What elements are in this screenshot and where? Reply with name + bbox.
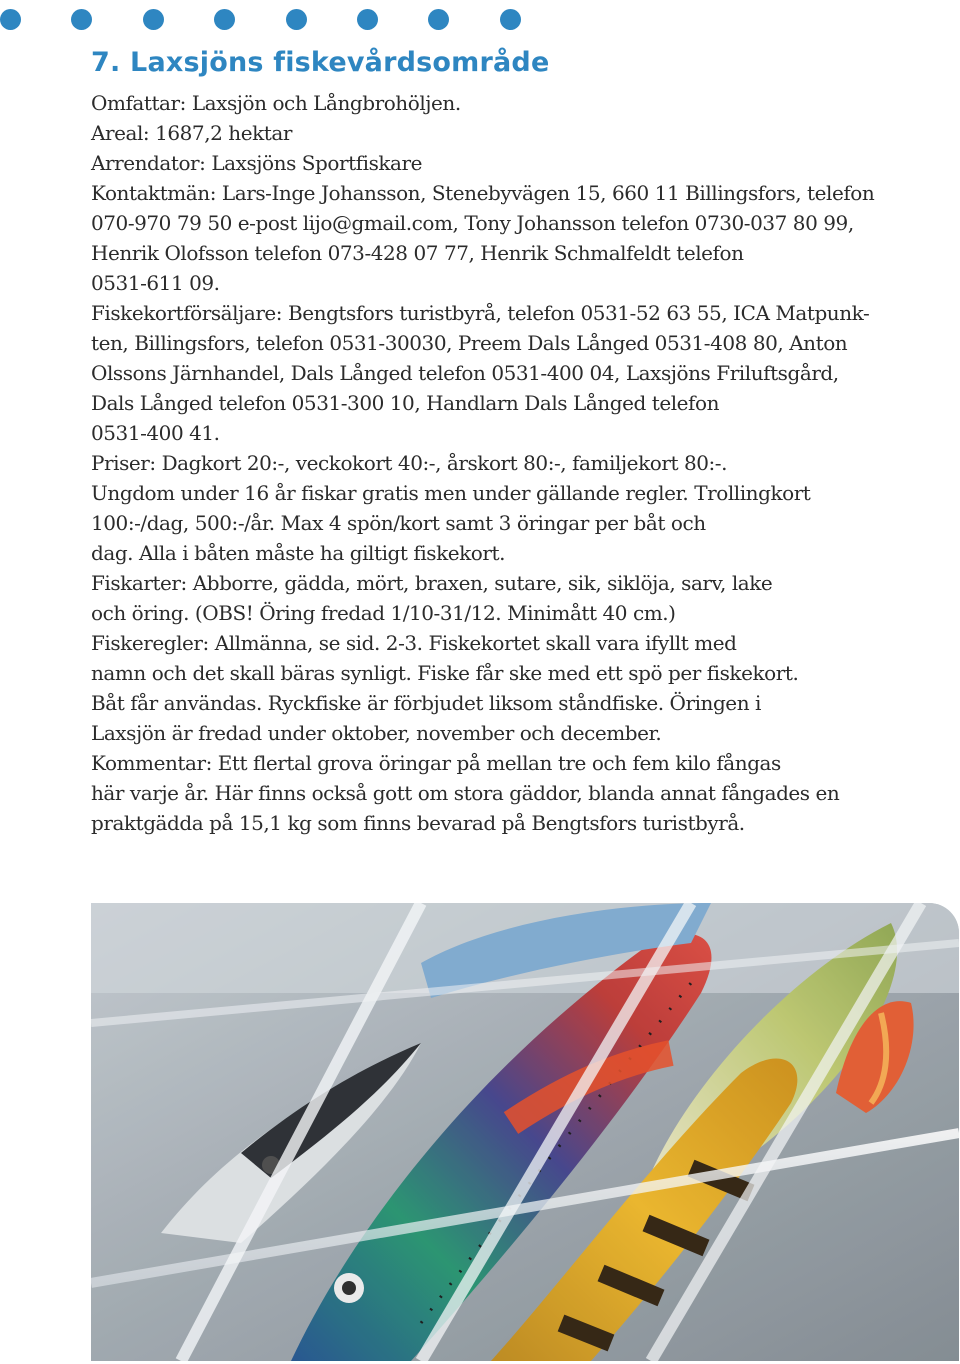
section-body (91, 88, 957, 838)
text-line: ten, Billingsfors, telefon 0531-30030, Preem Dals Långed 0531-408 80, Anton (91, 331, 848, 355)
text-line: Fiskekortförsäljare: Bengtsfors turistbyrå, telefon 0531-52 63 55, ICA Matpunk- (91, 301, 870, 325)
photo-fishing-lures-in-tackle-box (91, 903, 959, 1361)
section-title: 7. Laxsjöns fiskevårdsområde (91, 47, 550, 78)
text-line: Priser: Dagkort 20:-, veckokort 40:-, årskort 80:-, familjekort 80:-. (91, 451, 727, 475)
decorative-dot (286, 9, 307, 30)
decorative-dot (214, 9, 235, 30)
text-line: Båt får användas. Ryckfiske är förbjudet liksom ståndfiske. Öringen i (91, 691, 761, 715)
text-line: Fiskarter: Abborre, gädda, mört, braxen, sutare, sik, siklöja, sarv, lake (91, 571, 773, 595)
text-line: här varje år. Här finns också gott om stora gäddor, blanda annat fångades en (91, 781, 840, 805)
text-line: dag. Alla i båten måste ha giltigt fiskekort. (91, 541, 506, 565)
text-line: och öring. (OBS! Öring fredad 1/10-31/12. Minimått 40 cm.) (91, 601, 676, 625)
text-line: 0531-400 41. (91, 421, 220, 445)
text-line: Fiskeregler: Allmänna, se sid. 2-3. Fiskekortet skall vara ifyllt med (91, 631, 737, 655)
text-line: Laxsjön är fredad under oktober, november och december. (91, 721, 662, 745)
text-line: 0531-611 09. (91, 271, 220, 295)
text-line: Arrendator: Laxsjöns Sportfiskare (91, 151, 423, 175)
decorative-dot (71, 9, 92, 30)
decorative-dot (143, 9, 164, 30)
text-line: Areal: 1687,2 hektar (91, 121, 292, 145)
text-line: praktgädda på 15,1 kg som finns bevarad på Bengtsfors turistbyrå. (91, 811, 745, 835)
text-line: Kontaktmän: Lars-Inge Johansson, Stenebyvägen 15, 660 11 Billingsfors, telefon (91, 181, 875, 205)
decorative-dot (428, 9, 449, 30)
text-line: Ungdom under 16 år fiskar gratis men under gällande regler. Trollingkort (91, 481, 811, 505)
decorative-dot (357, 9, 378, 30)
text-line: Henrik Olofsson telefon 073-428 07 77, Henrik Schmalfeldt telefon (91, 241, 744, 265)
text-line: Kommentar: Ett flertal grova öringar på mellan tre och fem kilo fångas (91, 751, 781, 775)
decorative-dot (0, 9, 21, 30)
decorative-dot (500, 9, 521, 30)
text-line: 100:-/dag, 500:-/år. Max 4 spön/kort samt 3 öringar per båt och (91, 511, 706, 535)
text-line: Olssons Järnhandel, Dals Långed telefon 0531-400 04, Laxsjöns Friluftsgård, (91, 361, 839, 385)
decorative-dot-row (0, 9, 960, 33)
text-line: namn och det skall bäras synligt. Fiske får ske med ett spö per fiskekort. (91, 661, 799, 685)
text-line: Omfattar: Laxsjön och Långbrohöljen. (91, 91, 461, 115)
text-line: Dals Långed telefon 0531-300 10, Handlarn Dals Långed telefon (91, 391, 720, 415)
text-line: 070-970 79 50 e-post lijo@gmail.com, Tony Johansson telefon 0730-037 80 99, (91, 211, 854, 235)
